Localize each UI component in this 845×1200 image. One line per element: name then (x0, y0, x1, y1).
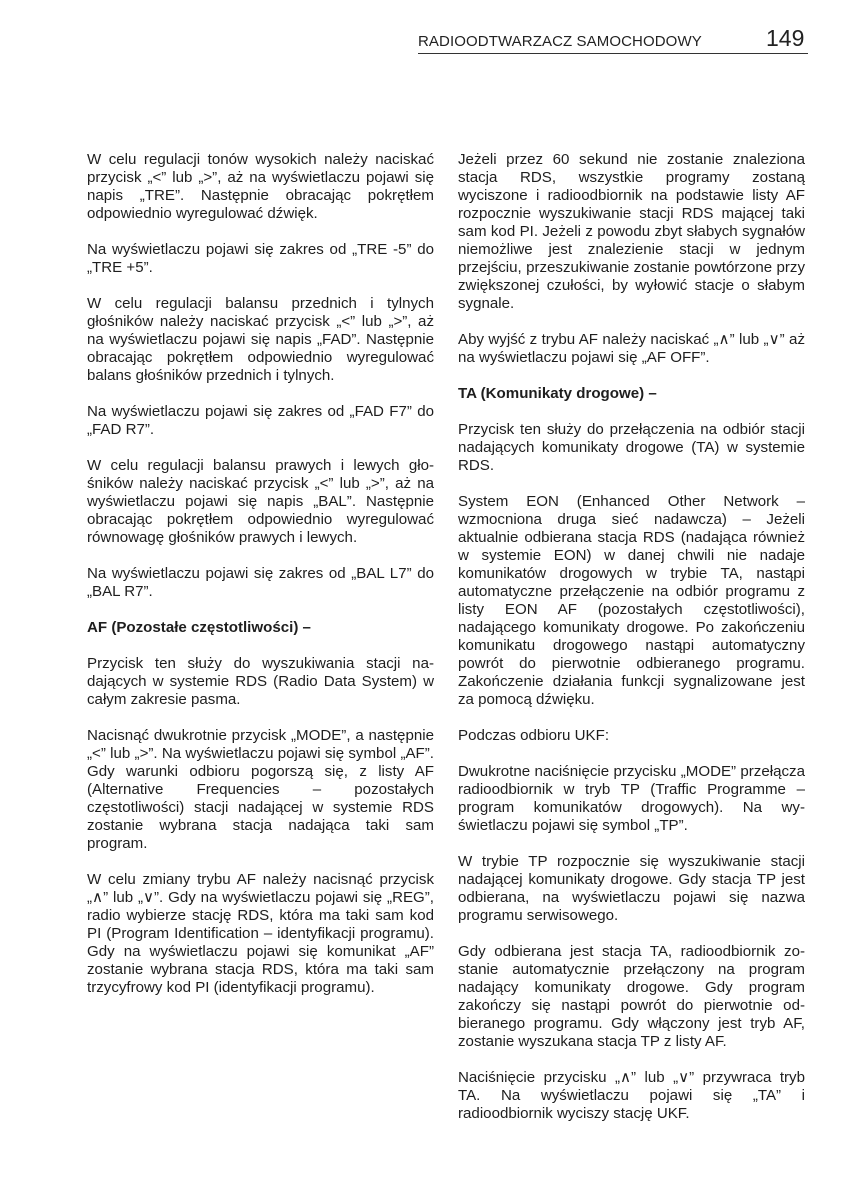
paragraph: W celu zmiany trybu AF należy nacisnąć przycisk „∧” lub „∨”. Gdy na wyświetlaczu pojawi się „REG”, radio wybierze stację RDS, która ma taki sam kod PI (Program Identification – identyfikacji programu). Gdy na wyświetlaczu pojawi się komunikat „AF” zostanie wybrana stacja RDS, która ma taki sam trzycyfrowy kod PI (identyfikacji programu). (87, 871, 434, 996)
paragraph: W trybie TP rozpocznie się wyszukiwanie stacji nadającej komunikaty drogowe. Gdy stacja TP jest odbierana, na wyświetlaczu pojawi się nazwa programu serwisowego. (458, 853, 805, 924)
paragraph: Jeżeli przez 60 sekund nie zostanie znaleziona stacja RDS, wszystkie programy zostaną wyciszone i radioodbiornik na podstawie listy AF rozpocznie wyszukiwanie stacji RDS mającej taki sam kod PI. Jeżeli z powodu zbyt słabych sygnałów niemożliwe jest znalezienie stacji w jednym przejściu, przeszukiwanie zostanie powtórzone przy zwiększonej czułości, by wyłowić stacje o słabym sygnale. (458, 151, 805, 312)
paragraph: W celu regulacji tonów wysokich należy naciskać przycisk „<” lub „>”, aż na wyświetlaczu pojawi się napis „TRE”. Następnie obracając pokrętłem odpowiednio wyregulować dźwięk. (87, 151, 434, 222)
page-header (0, 0, 845, 60)
paragraph: Przycisk ten służy do wyszukiwania stacji nadających w systemie RDS (Radio Data System) w całym zakresie pasma. (87, 655, 434, 708)
paragraph: Dwukrotne naciśnięcie przycisku „MODE” przełącza radioodbiornik w tryb TP (Traffic Programme – program komunikatów drogowych). Na wyświetlaczu pojawi się symbol „TP”. (458, 763, 805, 834)
paragraph: Podczas odbioru UKF: (458, 727, 610, 744)
right-column (458, 151, 805, 1141)
paragraph: W celu regulacji balansu przednich i tylnych głośników należy naciskać przycisk „<” lub „>”, aż na wyświetlaczu pojawi się napis „FAD”. Następnie obracając pokrętłem odpowiednio wyregulować balans głośników przednich i tylnych. (87, 295, 434, 384)
paragraph: Aby wyjść z trybu AF należy naciskać „∧” lub „∨” aż na wyświetlaczu pojawi się „AF OFF”. (458, 331, 805, 366)
paragraph: Na wyświetlaczu pojawi się zakres od „TRE -5” do „TRE +5”. (87, 241, 434, 276)
header-rule (418, 53, 808, 54)
paragraph: Na wyświetlaczu pojawi się zakres od „FAD F7” do „FAD R7”. (87, 403, 434, 438)
paragraph: Gdy odbierana jest stacja TA, radioodbiornik zostanie automatycznie przełączony na program nadający komunikaty drogowe. Gdy program zakończy się nastąpi powrót do pierwotnie odbieranego programu. Gdy włączony jest tryb AF, zostanie wyszukana stacja TP z listy AF. (458, 943, 805, 1050)
paragraph: Naciśnięcie przycisku „∧” lub „∨” przywraca tryb TA. Na wyświetlaczu pojawi się „TA” i radioodbiornik wyciszy stację UKF. (458, 1069, 805, 1122)
paragraph: Nacisnąć dwukrotnie przycisk „MODE”, a następnie „<” lub „>”. Na wyświetlaczu pojawi się symbol „AF”. Gdy warunki odbioru pogorszą się, z listy AF (Alternative Frequencies – pozostałych częstotliwości) stacji nadającej w systemie RDS zostanie wybrana stacja nadająca taki sam program. (87, 727, 434, 852)
paragraph: System EON (Enhanced Other Network – wzmocniona druga sieć nadawcza) – Jeżeli aktualnie odbierana stacja RDS (nadająca również w systemie EON) w danej chwili nie nadaje komunikatów drogowych w trybie TA, nastąpi automatyczne przełączenie na odbiór programu z listy EON AF (pozostałych częstotliwości), nadającego komunikaty drogowe. Po zakończeniu komunikatu drogowego nastąpi automatyczny powrót do pierwotnie odbieranego programu. Zakończenie działania funkcji sygnalizowane jest za pomocą dźwięku. (458, 493, 805, 708)
paragraph: Na wyświetlaczu pojawi się zakres od „BAL L7” do „BAL R7”. (87, 565, 434, 600)
left-column (87, 151, 434, 1015)
paragraph: W celu regulacji balansu prawych i lewych głośników należy naciskać przycisk „<” lub „>”, aż na wyświetlaczu pojawi się napis „BAL”. Następnie obracając pokrętłem odpowiednio wyregulować równowagę głośników prawych i lewych. (87, 457, 434, 546)
paragraph: Przycisk ten służy do przełączenia na odbiór stacji nadających komunikaty drogowe (TA) w systemie RDS. (458, 421, 805, 474)
section-heading-af: AF (Pozostałe częstotliwości) – (87, 619, 311, 636)
section-heading-ta: TA (Komunikaty drogowe) – (458, 385, 657, 402)
page-number: 149 (766, 25, 805, 51)
running-header-title: RADIOODTWARZACZ SAMOCHODOWY (418, 33, 702, 50)
